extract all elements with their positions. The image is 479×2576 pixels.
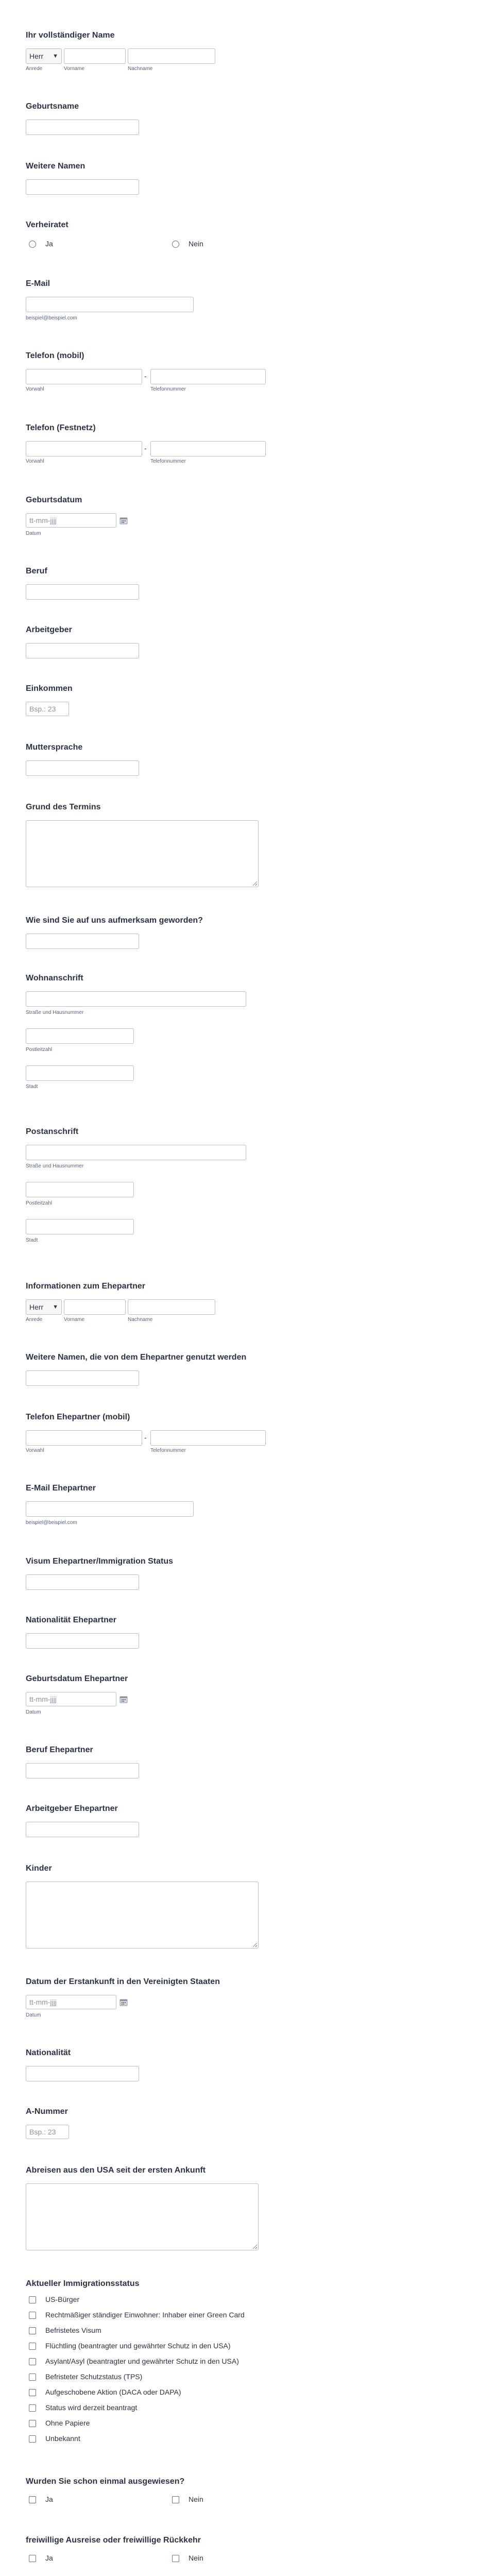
married-no-radio[interactable]	[172, 241, 179, 248]
status-checkbox-temporary-visa[interactable]	[29, 2327, 36, 2334]
postal-street-sublabel: Straße und Hausnummer	[26, 1163, 84, 1169]
spouse-birth-date-sublabel: Datum	[26, 1709, 41, 1715]
referral-input[interactable]	[26, 934, 139, 949]
spouse-salutation-sublabel: Anrede	[26, 1317, 43, 1323]
spouse-other-names-input[interactable]	[26, 1370, 139, 1386]
residence-address-label: Wohnanschrift	[26, 974, 83, 982]
status-option-label: Unbekannt	[45, 2434, 80, 2443]
spouse-phone-separator: -	[144, 1433, 147, 1442]
spouse-visa-input[interactable]	[26, 1574, 139, 1590]
phone-landline-number-input[interactable]	[150, 441, 266, 456]
status-option-label: Asylant/Asyl (beantragter und gewährter Schutz in den USA)	[45, 2357, 239, 2365]
first-name-sublabel: Vorname	[64, 66, 85, 72]
status-option-label: Befristeter Schutzstatus (TPS)	[45, 2372, 143, 2381]
phone-mobile-area-sublabel: Vorwahl	[26, 386, 44, 392]
phone-landline-area-sublabel: Vorwahl	[26, 459, 44, 464]
status-checkbox-undocumented[interactable]	[29, 2420, 36, 2427]
status-option-label: Aufgeschobene Aktion (DACA oder DAPA)	[45, 2388, 181, 2396]
chevron-down-icon: ▼	[53, 1304, 58, 1310]
immigration-status-label: Aktueller Immigrationsstatus	[26, 2279, 140, 2288]
salutation-value: Herr	[29, 52, 44, 60]
voluntary-departure-no-checkbox[interactable]	[172, 2555, 179, 2562]
status-checkbox-us-citizen[interactable]	[29, 2296, 36, 2303]
birth-name-input[interactable]	[26, 120, 139, 135]
departures-label: Abreisen aus den USA seit der ersten Ankunft	[26, 2166, 206, 2175]
spouse-last-name-sublabel: Nachname	[128, 1317, 153, 1323]
us-arrival-date-sublabel: Datum	[26, 2012, 41, 2018]
resize-grip-icon[interactable]	[253, 882, 257, 886]
phone-mobile-number-sublabel: Telefonnummer	[150, 386, 186, 392]
spouse-phone-number-input[interactable]	[150, 1430, 266, 1446]
phone-landline-area-input[interactable]	[26, 441, 142, 456]
native-language-label: Muttersprache	[26, 743, 83, 752]
phone-landline-label: Telefon (Festnetz)	[26, 423, 96, 432]
calendar-icon[interactable]	[119, 1695, 128, 1703]
voluntary-departure-label: freiwillige Ausreise oder freiwillige Rückkehr	[26, 2536, 201, 2545]
calendar-icon[interactable]	[119, 516, 128, 524]
birth-name-label: Geburtsname	[26, 102, 79, 111]
deported-yes-checkbox[interactable]	[29, 2496, 36, 2503]
deported-no-checkbox[interactable]	[172, 2496, 179, 2503]
status-checkbox-asylum[interactable]	[29, 2358, 36, 2365]
referral-label: Wie sind Sie auf uns aufmerksam geworden?	[26, 916, 203, 925]
postal-city-input[interactable]	[26, 1219, 134, 1234]
spouse-first-name-input[interactable]	[64, 1299, 126, 1315]
spouse-info-label: Informationen zum Ehepartner	[26, 1282, 146, 1291]
employer-input[interactable]	[26, 643, 139, 658]
postal-city-sublabel: Stadt	[26, 1238, 38, 1243]
residence-city-input[interactable]	[26, 1065, 134, 1081]
calendar-icon[interactable]	[119, 1998, 128, 2006]
spouse-email-input[interactable]	[26, 1501, 194, 1517]
phone-mobile-separator: -	[144, 372, 147, 380]
last-name-input[interactable]	[128, 48, 215, 64]
email-label: E-Mail	[26, 279, 50, 288]
email-input[interactable]	[26, 297, 194, 312]
us-arrival-date-label: Datum der Erstankunft in den Vereinigten Staaten	[26, 1977, 220, 1986]
spouse-email-sublabel: beispiel@beispiel.com	[26, 1520, 77, 1526]
appointment-reason-label: Grund des Termins	[26, 803, 101, 811]
postal-zip-sublabel: Postleitzahl	[26, 1200, 53, 1206]
spouse-birth-date-input[interactable]: tt-mm-jjjj	[26, 1692, 116, 1706]
status-checkbox-unknown[interactable]	[29, 2435, 36, 2443]
status-checkbox-refugee[interactable]	[29, 2343, 36, 2350]
married-yes-label: Ja	[45, 240, 53, 248]
email-sublabel: beispiel@beispiel.com	[26, 315, 77, 321]
phone-landline-number-sublabel: Telefonnummer	[150, 459, 186, 464]
spouse-other-names-label: Weitere Namen, die von dem Ehepartner genutzt werden	[26, 1353, 247, 1362]
residence-street-sublabel: Straße und Hausnummer	[26, 1010, 84, 1015]
spouse-employer-label: Arbeitgeber Ehepartner	[26, 1804, 118, 1813]
postal-address-label: Postanschrift	[26, 1127, 79, 1136]
status-checkbox-daca[interactable]	[29, 2389, 36, 2396]
a-number-input[interactable]: Bsp.: 23	[26, 2125, 69, 2139]
phone-mobile-area-input[interactable]	[26, 369, 142, 384]
status-option-label: Status wird derzeit beantragt	[45, 2403, 138, 2412]
residence-city-sublabel: Stadt	[26, 1084, 38, 1090]
status-checkbox-pending[interactable]	[29, 2404, 36, 2412]
spouse-email-label: E-Mail Ehepartner	[26, 1484, 96, 1493]
birth-date-input[interactable]: tt-mm-jjjj	[26, 513, 116, 528]
us-arrival-date-input[interactable]: tt-mm-jjjj	[26, 1995, 116, 2009]
status-option-label: Ohne Papiere	[45, 2419, 90, 2427]
voluntary-departure-yes-label: Ja	[45, 2554, 53, 2562]
spouse-phone-label: Telefon Ehepartner (mobil)	[26, 1413, 130, 1421]
children-label: Kinder	[26, 1864, 52, 1873]
status-checkbox-tps[interactable]	[29, 2374, 36, 2381]
first-name-input[interactable]	[64, 48, 126, 64]
married-label: Verheiratet	[26, 221, 69, 229]
spouse-nationality-input[interactable]	[26, 1633, 139, 1649]
status-option-label: US-Bürger	[45, 2295, 80, 2303]
departures-textarea[interactable]	[26, 2183, 259, 2250]
voluntary-departure-yes-checkbox[interactable]	[29, 2555, 36, 2562]
full-name-label: Ihr vollständiger Name	[26, 31, 115, 40]
married-no-label: Nein	[189, 240, 203, 248]
phone-mobile-number-input[interactable]	[150, 369, 266, 384]
spouse-nationality-label: Nationalität Ehepartner	[26, 1616, 117, 1624]
birth-date-label: Geburtsdatum	[26, 496, 82, 504]
employer-label: Arbeitgeber	[26, 625, 72, 634]
salutation-sublabel: Anrede	[26, 66, 43, 72]
spouse-last-name-input[interactable]	[128, 1299, 215, 1315]
residence-zip-input[interactable]	[26, 1028, 134, 1044]
last-name-sublabel: Nachname	[128, 66, 153, 72]
postal-street-input[interactable]	[26, 1145, 246, 1160]
deported-no-label: Nein	[189, 2495, 203, 2503]
spouse-birth-date-label: Geburtsdatum Ehepartner	[26, 1674, 128, 1683]
resize-grip-icon[interactable]	[253, 1943, 257, 1947]
spouse-phone-area-input[interactable]	[26, 1430, 142, 1446]
phone-landline-separator: -	[144, 444, 147, 452]
chevron-down-icon: ▼	[53, 53, 58, 59]
other-names-label: Weitere Namen	[26, 162, 85, 171]
other-names-input[interactable]	[26, 179, 139, 195]
spouse-phone-area-sublabel: Vorwahl	[26, 1448, 44, 1453]
income-input[interactable]: Bsp.: 23	[26, 702, 69, 716]
spouse-phone-number-sublabel: Telefonnummer	[150, 1448, 186, 1453]
children-textarea[interactable]	[26, 1882, 259, 1948]
deported-yes-label: Ja	[45, 2495, 53, 2503]
spouse-occupation-label: Beruf Ehepartner	[26, 1745, 93, 1754]
spouse-employer-input[interactable]	[26, 1822, 139, 1837]
occupation-input[interactable]	[26, 584, 139, 600]
status-option-label: Flüchtling (beantragter und gewährter Schutz in den USA)	[45, 2342, 231, 2350]
spouse-salutation-value: Herr	[29, 1303, 44, 1311]
spouse-salutation-select[interactable]	[26, 1299, 62, 1315]
status-option-label: Befristetes Visum	[45, 2326, 101, 2334]
voluntary-departure-no-label: Nein	[189, 2554, 203, 2562]
resize-grip-icon[interactable]	[253, 2245, 257, 2249]
nationality-input[interactable]	[26, 2066, 139, 2081]
nationality-label: Nationalität	[26, 2048, 71, 2057]
married-yes-radio[interactable]	[29, 241, 36, 248]
spouse-occupation-input[interactable]	[26, 1763, 139, 1778]
status-checkbox-green-card[interactable]	[29, 2312, 36, 2319]
native-language-input[interactable]	[26, 760, 139, 776]
residence-street-input[interactable]	[26, 991, 246, 1007]
deported-label: Wurden Sie schon einmal ausgewiesen?	[26, 2477, 185, 2486]
salutation-select[interactable]	[26, 48, 62, 64]
postal-zip-input[interactable]	[26, 1182, 134, 1197]
a-number-label: A-Nummer	[26, 2107, 68, 2116]
status-option-label: Rechtmäßiger ständiger Einwohner: Inhaber einer Green Card	[45, 2311, 245, 2319]
birth-date-sublabel: Datum	[26, 531, 41, 536]
occupation-label: Beruf	[26, 567, 47, 575]
spouse-first-name-sublabel: Vorname	[64, 1317, 85, 1323]
residence-zip-sublabel: Postleitzahl	[26, 1047, 53, 1053]
income-label: Einkommen	[26, 684, 73, 693]
appointment-reason-textarea[interactable]	[26, 820, 259, 887]
phone-mobile-label: Telefon (mobil)	[26, 351, 84, 360]
spouse-visa-label: Visum Ehepartner/Immigration Status	[26, 1557, 173, 1566]
